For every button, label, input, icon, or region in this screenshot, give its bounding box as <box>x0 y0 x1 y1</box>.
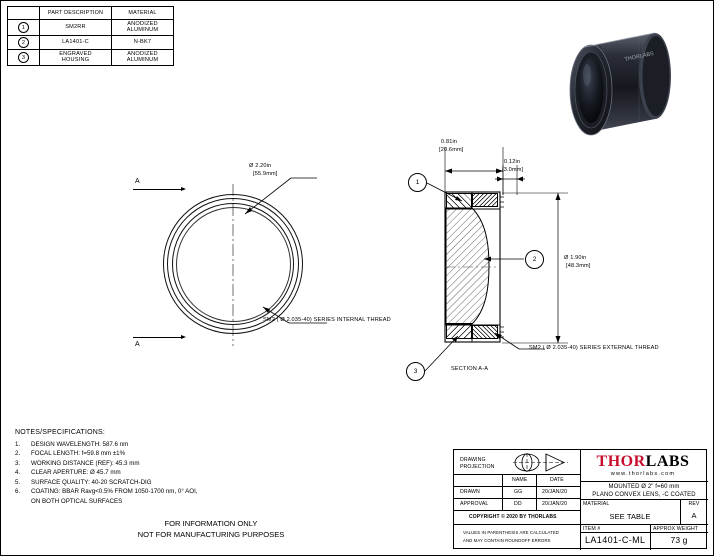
section-line-top <box>133 189 181 190</box>
tb-material-value: SEE TABLE <box>609 512 651 521</box>
front-view-diameter-in: Ø 2.20in <box>249 163 272 169</box>
table-row <box>8 35 174 49</box>
tb-approval-name: DD <box>514 501 522 507</box>
bom-item-number <box>8 35 40 49</box>
balloon-callout-1[interactable]: 1 <box>408 173 427 192</box>
note-number: 1. <box>15 441 21 448</box>
width-dim-mm: [20.6mm] <box>439 147 464 153</box>
bom-description-text: SM2RR <box>65 24 86 31</box>
tb-drawn-date: 20/JAN/20 <box>542 489 568 495</box>
table-row <box>8 20 174 36</box>
balloon-2: 2 <box>18 37 29 48</box>
disclaimer-block <box>81 519 341 540</box>
internal-thread-note: SM2 ( Ø 2.035-40) SERIES INTERNAL THREAD <box>263 317 391 323</box>
list-item <box>15 478 345 487</box>
note-number: 4. <box>15 469 21 477</box>
tb-line-copyright <box>454 524 580 525</box>
note-number: 3. <box>15 459 21 467</box>
thorlabs-wordmark <box>582 454 704 470</box>
bom-description <box>40 20 112 36</box>
tb-copyright: COPYRIGHT © 2020 BY THORLABS <box>469 514 557 520</box>
bill-of-materials-table <box>7 6 174 66</box>
tb-line-drawn <box>454 498 580 499</box>
external-thread-note: SM2 ( Ø 2.035-40) SERIES EXTERNAL THREAD <box>529 345 659 351</box>
tb-paren-note-line1: VALUES IN PARENTHESIS ARE CALCULATED <box>463 530 560 535</box>
tb-approval-label: APPROVAL <box>460 501 489 507</box>
tb-divider-label-col <box>502 474 503 510</box>
tb-weight-label: APPROX WEIGHT <box>653 526 699 532</box>
section-line-bottom <box>133 337 181 338</box>
front-view-diameter-mm: [55.9mm] <box>253 171 278 177</box>
bom-description <box>40 35 112 49</box>
note-number: 5. <box>15 478 21 486</box>
bom-description-text: LA1401-C <box>62 39 89 46</box>
tb-col-name: NAME <box>512 477 528 483</box>
bom-material-line1: ANODIZED <box>127 50 158 57</box>
tb-line-logo-bottom <box>580 481 708 482</box>
tb-line-title-bottom <box>580 499 708 500</box>
disclaimer-line-2: NOT FOR MANUFACTURING PURPOSES <box>137 529 285 539</box>
edge-dim-mm: [3.0mm] <box>502 167 524 173</box>
balloon-callout-3[interactable]: 3 <box>406 362 425 381</box>
note-text: DESIGN WAVELENGTH: 587.6 nm <box>31 441 129 448</box>
tb-divider-main <box>580 450 581 550</box>
tb-col-date: DATE <box>550 477 564 483</box>
bom-item-number <box>8 20 40 36</box>
balloon-leaders <box>406 131 706 391</box>
bom-material-line2: ALUMINUM <box>126 57 159 64</box>
note-text: CLEAR APERTURE: Ø 45.7 mm <box>31 469 121 477</box>
tb-weight-value: 73 g <box>670 535 688 545</box>
tb-title-line2: PLANO CONVEX LENS, -C COATED <box>592 491 696 498</box>
tb-drawn-label: DRAWN <box>460 489 480 495</box>
tb-item-label: ITEM # <box>583 526 601 532</box>
projection-label-line1: DRAWING <box>460 457 486 463</box>
list-item <box>15 487 345 496</box>
title-block <box>453 449 707 549</box>
balloon-1: 1 <box>18 22 29 33</box>
bom-material-line1: ANODIZED <box>127 21 158 27</box>
table-header-row <box>8 7 174 20</box>
tb-line-approval <box>454 510 580 511</box>
front-view-diameter-label <box>249 163 271 170</box>
section-label-bottom: A <box>135 341 140 348</box>
section-arrow-bottom <box>181 335 186 339</box>
note-text: COATING: BBAR Ravg<0.5% FROM 1050-1700 nm, 0° AOI, <box>31 488 198 496</box>
product-photo <box>563 19 705 139</box>
bom-header-material: MATERIAL <box>112 7 174 20</box>
tb-paren-note-line2: AND MAY CONTAIN ROUNDOFF ERRORS <box>463 538 551 543</box>
thorlabs-wordmark-thor: THOR <box>596 453 646 470</box>
thorlabs-url: www.thorlabs.com <box>610 471 676 477</box>
list-item <box>15 497 345 506</box>
tb-rev-value: A <box>691 511 697 520</box>
bom-item-number <box>8 49 40 65</box>
tb-drawn-name: GG <box>514 489 523 495</box>
tb-item-value: LA1401-C-ML <box>585 535 646 545</box>
balloon-3: 3 <box>18 52 29 63</box>
bom-description-line1: ENGRAVED <box>59 50 92 57</box>
table-row <box>8 49 174 65</box>
note-number <box>15 497 31 506</box>
diameter-dim-in: Ø 1.90in <box>564 255 587 261</box>
note-number: 2. <box>15 450 21 458</box>
thorlabs-logo <box>582 454 704 477</box>
lens-barrel-render <box>563 19 705 139</box>
disclaimer-line-1: FOR INFORMATION ONLY <box>164 519 258 528</box>
thorlabs-wordmark-labs: LABS <box>645 453 690 470</box>
first-angle-projection-icon <box>512 452 574 473</box>
note-text: WORKING DISTANCE (REF): 45.3 mm <box>31 459 140 467</box>
tb-line-item-label <box>580 532 708 533</box>
bom-material <box>112 35 174 49</box>
section-label-top: A <box>135 178 140 185</box>
tb-material-label: MATERIAL <box>583 501 610 507</box>
tb-rev-label: REV <box>688 501 700 507</box>
notes-list <box>15 440 345 506</box>
width-dim-in: 0.81in <box>441 139 458 145</box>
tb-approval-date: 20/JAN/20 <box>542 501 568 507</box>
tb-line-proj-bottom <box>454 474 580 475</box>
projection-label-line2: PROJECTION <box>460 464 495 470</box>
diameter-dim-mm: [48.3mm] <box>566 263 591 269</box>
section-view <box>406 131 706 391</box>
tb-line-material-bottom <box>580 524 708 525</box>
notes-block <box>15 429 345 506</box>
bom-material <box>112 20 174 36</box>
notes-header: NOTES/SPECIFICATIONS: <box>15 429 106 436</box>
note-text: SURFACE QUALITY: 40-20 SCRATCH-DIG <box>31 478 152 486</box>
bom-description <box>40 49 112 65</box>
balloon-callout-2[interactable]: 2 <box>525 250 544 269</box>
list-item <box>15 440 345 449</box>
bom-material <box>112 49 174 65</box>
bom-material-line1: N-BK7 <box>133 39 152 46</box>
list-item <box>15 449 345 458</box>
list-item <box>15 459 345 468</box>
bom-material-line2: ALUMINUM <box>126 27 159 34</box>
note-text: FOCAL LENGTH: f=59.8 mm ±1% <box>31 450 126 458</box>
section-caption: SECTION A-A <box>451 366 489 372</box>
list-item <box>15 468 345 477</box>
edge-dim-in: 0.12in <box>504 159 521 165</box>
bom-header-description: PART DESCRIPTION <box>40 7 112 20</box>
bom-header-item <box>8 7 40 20</box>
note-text: ON BOTH OPTICAL SURFACES <box>31 497 123 505</box>
photo-engraving-text: THORLABS <box>624 50 655 63</box>
bom-description-line2: HOUSING <box>61 57 90 64</box>
tb-divider-name-col <box>536 474 537 510</box>
note-number: 6. <box>15 488 21 496</box>
tb-line-namedate <box>454 486 580 487</box>
section-arrow-top <box>181 187 186 191</box>
tb-title-line1: MOUNTED Ø 2" f=60 mm <box>608 483 680 490</box>
